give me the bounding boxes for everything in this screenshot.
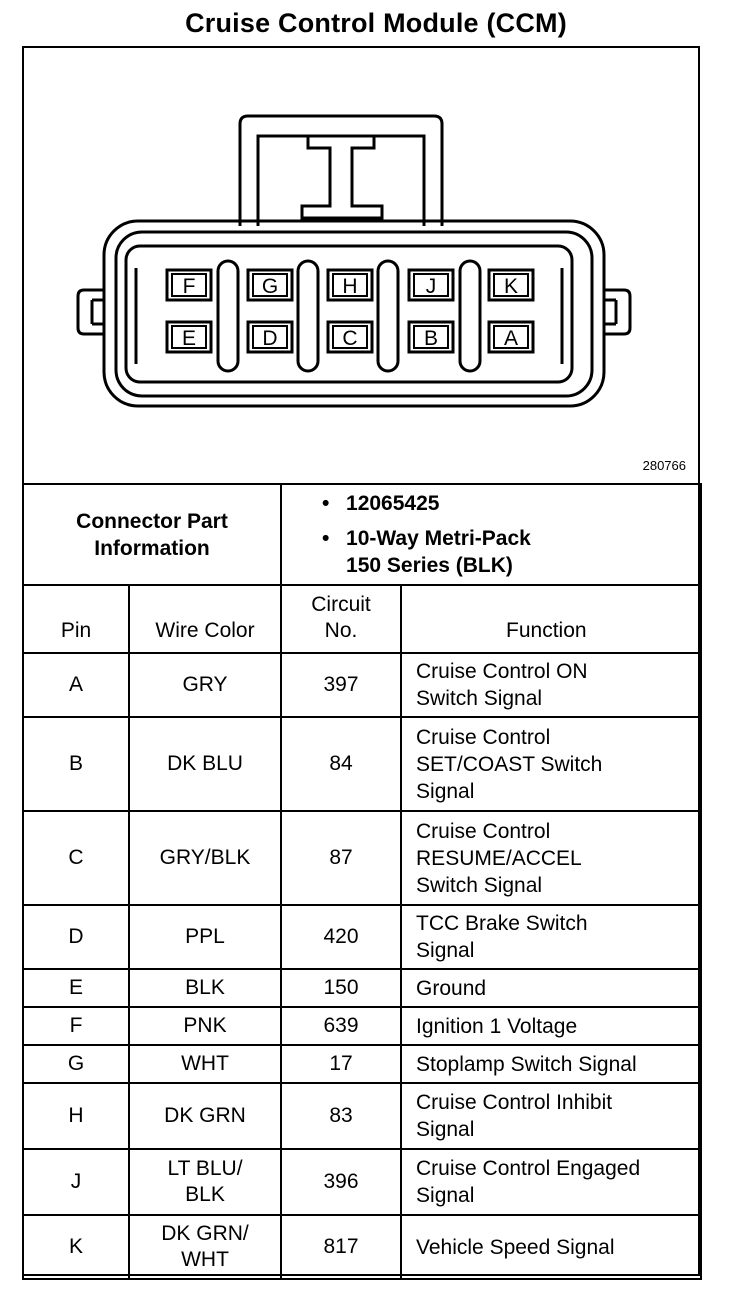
connector-info-row bbox=[23, 484, 701, 585]
pin-label-d: D bbox=[262, 327, 278, 350]
table-row bbox=[23, 1149, 701, 1215]
pin-boxes bbox=[167, 270, 533, 352]
function-cell: Cruise Control ON Switch Signal bbox=[401, 653, 701, 717]
pin-cell: K bbox=[23, 1215, 129, 1279]
pin-label-k: K bbox=[503, 275, 519, 298]
pin-cell: C bbox=[23, 811, 129, 905]
header-function: Function bbox=[401, 585, 701, 653]
page-title: Cruise Control Module (CCM) bbox=[185, 8, 567, 38]
table-row bbox=[23, 1007, 701, 1045]
pin-label-j: J bbox=[425, 275, 437, 298]
function-cell: Stoplamp Switch Signal bbox=[401, 1045, 701, 1083]
pin-cell: F bbox=[23, 1007, 129, 1045]
circuit-cell: 817 bbox=[281, 1215, 401, 1279]
pin-label-h: H bbox=[342, 275, 358, 298]
function-cell: Vehicle Speed Signal bbox=[401, 1215, 701, 1279]
function-cell: Cruise Control Engaged Signal bbox=[401, 1149, 701, 1215]
pin-cell: B bbox=[23, 717, 129, 811]
table-row bbox=[23, 1215, 701, 1279]
connector-description-1: 10-Way Metri-Pack bbox=[346, 527, 531, 550]
circuit-cell: 84 bbox=[281, 717, 401, 811]
circuit-cell: 83 bbox=[281, 1083, 401, 1149]
connector-drawing bbox=[22, 46, 700, 484]
part-number: 12065425 bbox=[346, 492, 440, 515]
circuit-cell: 397 bbox=[281, 653, 401, 717]
pin-label-g: G bbox=[261, 275, 279, 298]
table-row bbox=[23, 905, 701, 969]
table-row bbox=[23, 811, 701, 905]
function-cell: TCC Brake Switch Signal bbox=[401, 905, 701, 969]
pin-label-c: C bbox=[342, 327, 358, 350]
pin-cell: A bbox=[23, 653, 129, 717]
header-circuit-line1: Circuit bbox=[311, 593, 371, 616]
function-cell: Cruise Control RESUME/ACCEL Switch Signal bbox=[401, 811, 701, 905]
wire-color-cell: WHT bbox=[129, 1045, 281, 1083]
pin-cell: E bbox=[23, 969, 129, 1007]
pin-label-a: A bbox=[503, 327, 519, 350]
function-cell: Ground bbox=[401, 969, 701, 1007]
wire-color-cell: PNK bbox=[129, 1007, 281, 1045]
wire-color-cell: DK BLU bbox=[129, 717, 281, 811]
connector-info-label bbox=[23, 484, 281, 585]
pin-cell: D bbox=[23, 905, 129, 969]
header-wire-color: Wire Color bbox=[129, 585, 281, 653]
header-pin: Pin bbox=[23, 585, 129, 653]
pinout-table bbox=[22, 483, 702, 1280]
wire-color-cell: BLK bbox=[129, 969, 281, 1007]
wire-color-cell: PPL bbox=[129, 905, 281, 969]
header-circuit bbox=[281, 585, 401, 653]
connector-info-label-text: Connector Part Information bbox=[76, 509, 228, 560]
wire-color-cell: GRY/BLK bbox=[129, 811, 281, 905]
pin-cell: J bbox=[23, 1149, 129, 1215]
function-cell: Cruise Control Inhibit Signal bbox=[401, 1083, 701, 1149]
circuit-cell: 396 bbox=[281, 1149, 401, 1215]
connector-description-2: 150 Series (BLK) bbox=[346, 554, 513, 577]
table-row bbox=[23, 969, 701, 1007]
wire-color-cell: DK GRN bbox=[129, 1083, 281, 1149]
wire-color-cell: LT BLU/ BLK bbox=[129, 1149, 281, 1215]
header-circuit-line2: No. bbox=[324, 619, 358, 642]
table-row bbox=[23, 1083, 701, 1149]
function-cell: Cruise Control SET/COAST Switch Signal bbox=[401, 717, 701, 811]
pin-label-b: B bbox=[423, 327, 439, 350]
pin-cell: G bbox=[23, 1045, 129, 1083]
pin-label-f: F bbox=[182, 275, 196, 298]
circuit-cell: 150 bbox=[281, 969, 401, 1007]
wire-color-cell: GRY bbox=[129, 653, 281, 717]
table-header-row bbox=[23, 585, 701, 653]
connector-info-values: • 12065425 • 10-Way Metri-Pack 150 Series (BLK) bbox=[281, 484, 701, 585]
figure-number: 280766 bbox=[642, 458, 686, 473]
wire-color-cell: DK GRN/ WHT bbox=[129, 1215, 281, 1279]
circuit-cell: 420 bbox=[281, 905, 401, 969]
circuit-cell: 87 bbox=[281, 811, 401, 905]
table-row bbox=[23, 717, 701, 811]
function-cell: Ignition 1 Voltage bbox=[401, 1007, 701, 1045]
table-row bbox=[23, 653, 701, 717]
connector-diagram bbox=[22, 46, 700, 484]
circuit-cell: 639 bbox=[281, 1007, 401, 1045]
pin-label-e: E bbox=[181, 327, 197, 350]
circuit-cell: 17 bbox=[281, 1045, 401, 1083]
pin-cell: H bbox=[23, 1083, 129, 1149]
table-row bbox=[23, 1045, 701, 1083]
